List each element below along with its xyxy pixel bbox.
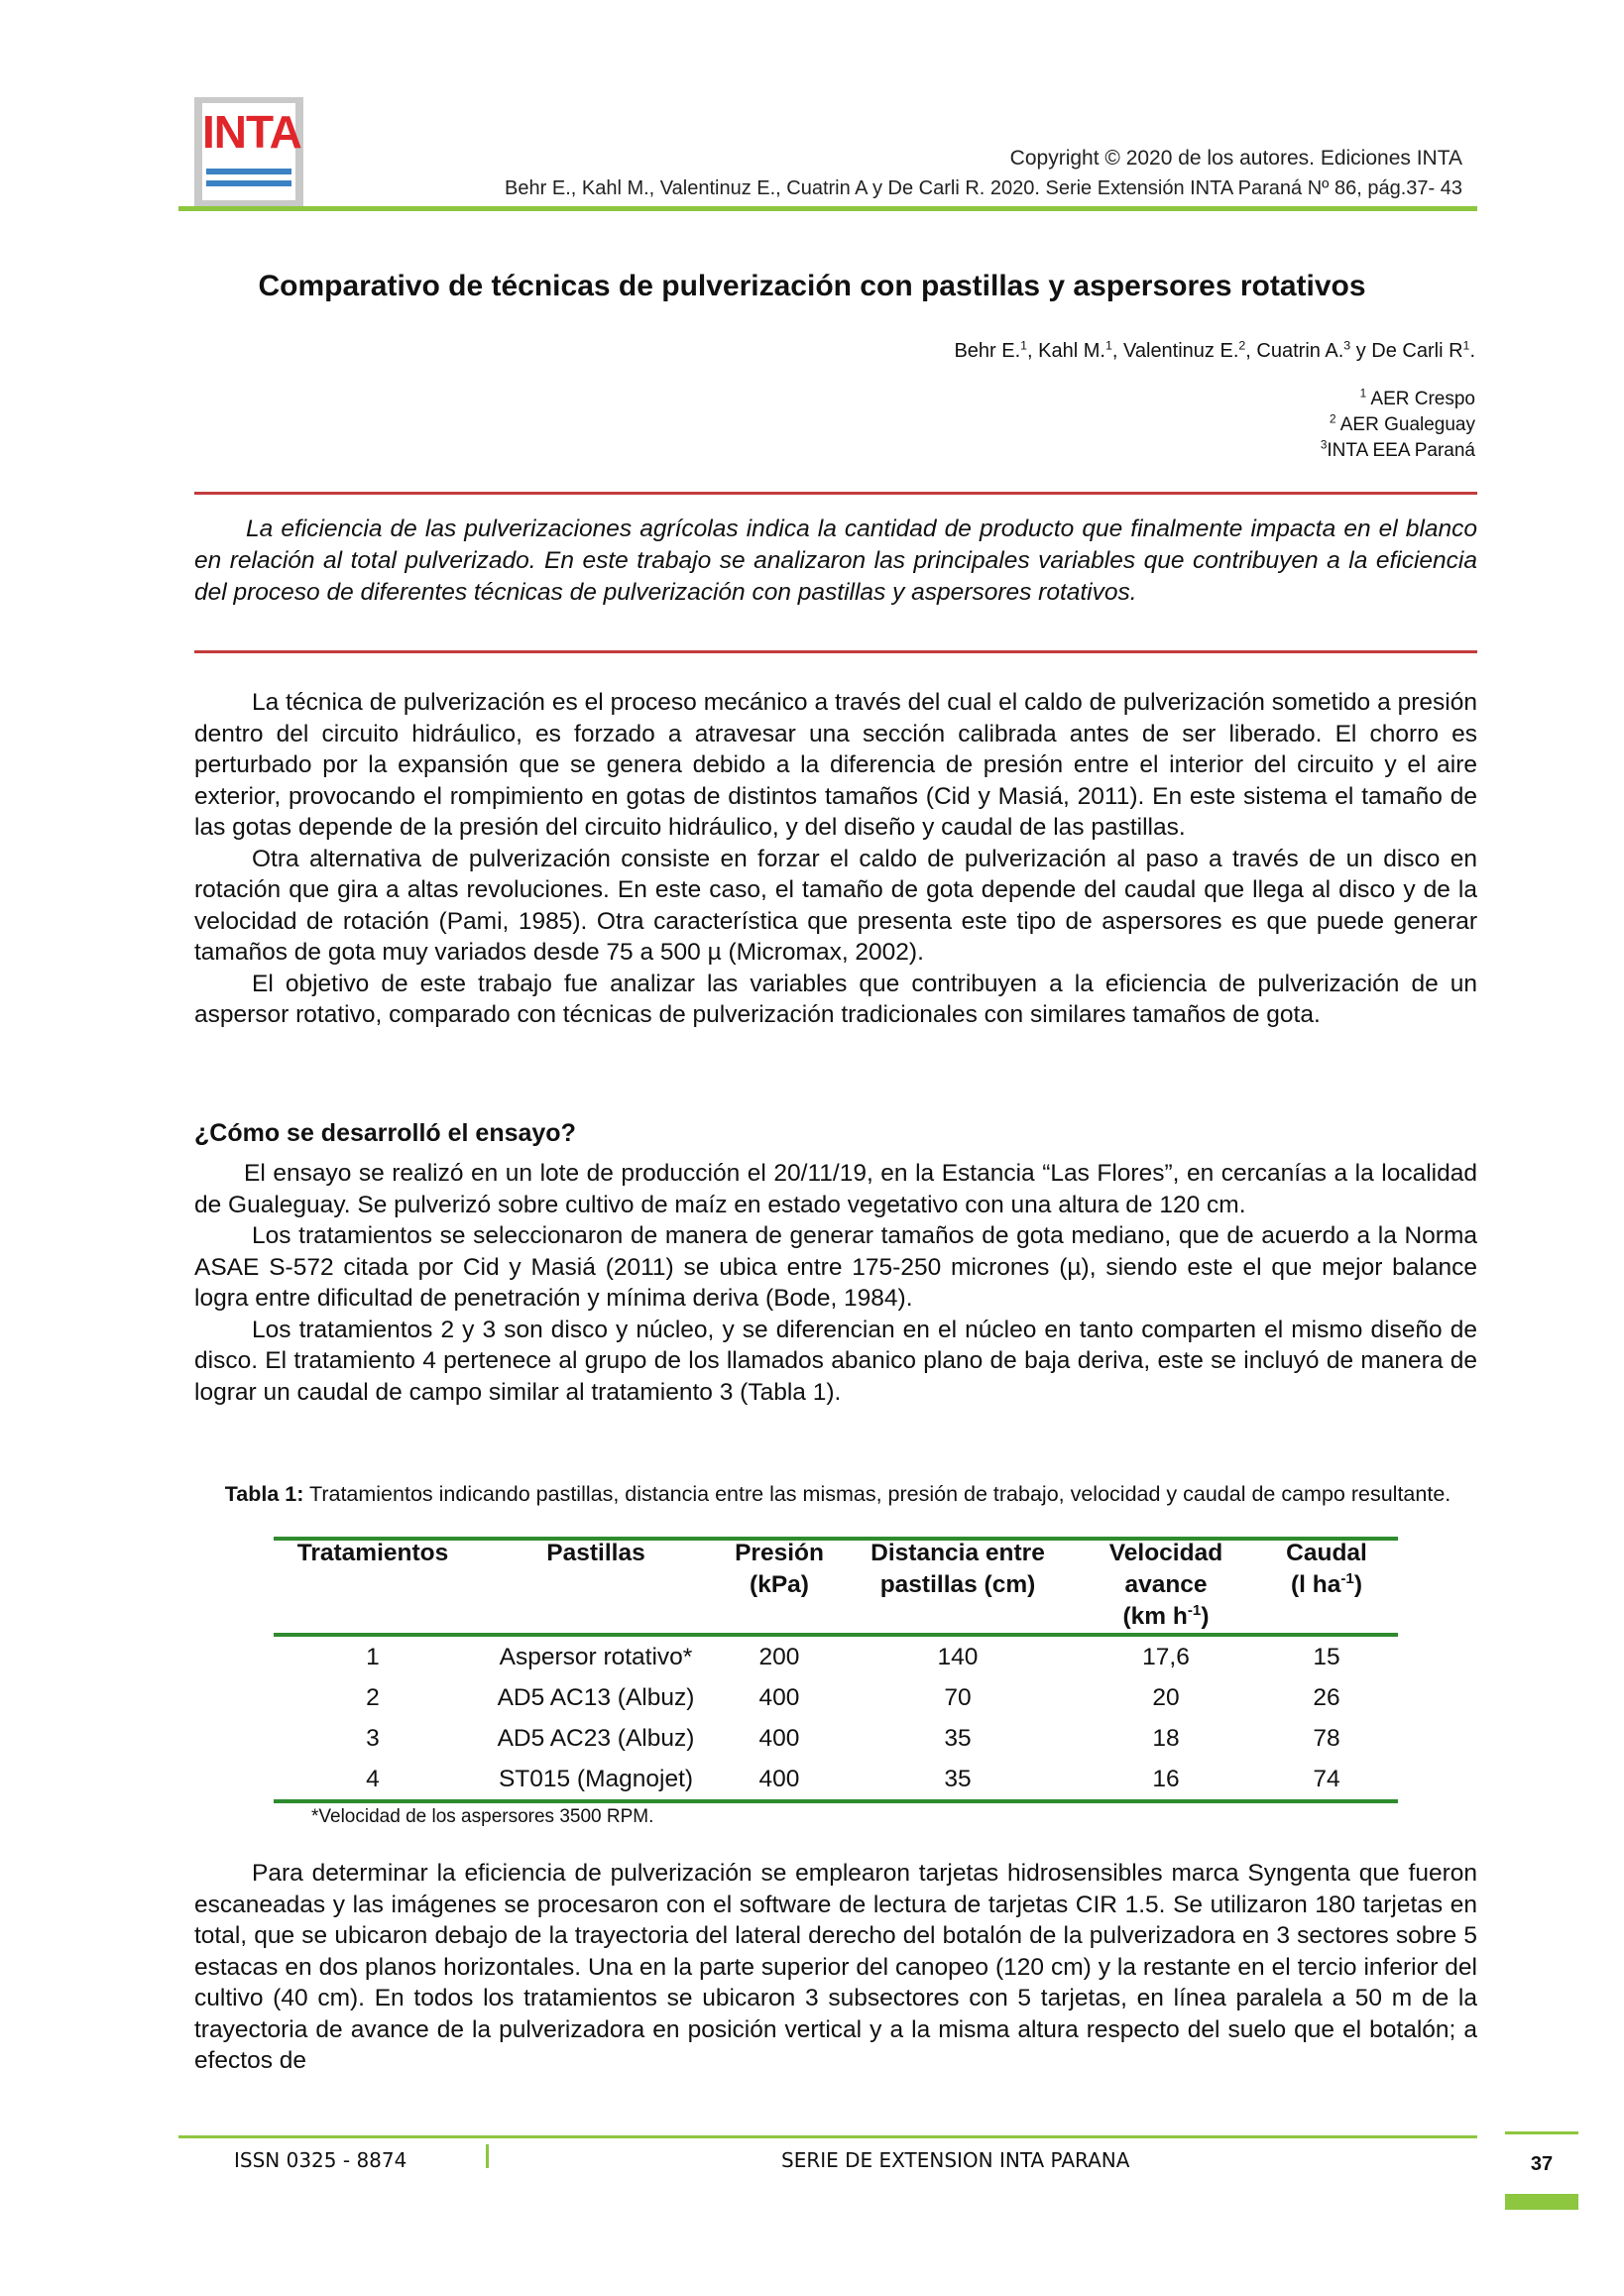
abstract-rule-top <box>194 492 1477 495</box>
footer-rule <box>178 2135 1477 2138</box>
body-paragraph: Otra alternativa de pulverización consiste en forzar el caldo de pulverización al paso a través de un disco en rotación que gira a altas revoluciones. En este caso, el tamaño de gota depende del caudal que llega al disco y de la velocidad de rotación (Pami, 1985). Otra característica que presenta este tipo de aspersores es que puede generar tamaños de gota muy variados desde 75 a 500 µ (Micromax, 2002). <box>194 845 1477 966</box>
cell-velocidad: 16 <box>1152 1765 1180 1792</box>
body-paragraph: El ensayo se realizó en un lote de producción el 20/11/19, en la Estancia “Las Flores”, en cercanías a la localidad de Gualeguay. Se pulverizó sobre cultivo de maíz en estado vegetativo con una altura de 120 cm. <box>194 1160 1477 1218</box>
author-affiliation-mark: 2 <box>1238 338 1246 353</box>
page-number-bar <box>1505 2194 1578 2210</box>
cell-velocidad: 20 <box>1152 1683 1180 1711</box>
cell-pastilla: AD5 AC13 (Albuz) <box>497 1683 695 1711</box>
table-caption: Tabla 1: Tratamientos indicando pastillas, distancia entre las mismas, presión de trabajo, velocidad y caudal de campo resultante. <box>224 1482 1451 1506</box>
cell-caudal: 26 <box>1313 1683 1340 1711</box>
table-row <box>274 1677 1398 1718</box>
author-name: Valentinuz E. <box>1123 340 1239 362</box>
cell-distancia: 35 <box>944 1765 972 1792</box>
abstract-rule-bottom <box>194 650 1477 653</box>
author-name: Kahl M. <box>1038 340 1105 362</box>
logo-text: INTA <box>202 106 301 158</box>
author-separator: , <box>1111 340 1124 362</box>
table-row <box>274 1635 1398 1677</box>
table-row <box>274 1759 1398 1801</box>
cell-distancia: 140 <box>937 1643 979 1670</box>
treatments-table <box>274 1538 1398 1803</box>
cell-trat: 1 <box>366 1643 380 1670</box>
author-affiliation-mark: 3 <box>1343 338 1351 353</box>
cell-caudal: 78 <box>1313 1724 1340 1752</box>
cell-pastilla: AD5 AC23 (Albuz) <box>497 1724 695 1752</box>
cell-presion: 400 <box>758 1765 800 1792</box>
col-header-presion: Presión (kPa) <box>735 1540 824 1598</box>
col-header-pastillas: Pastillas <box>546 1540 645 1566</box>
body-paragraph: Los tratamientos se seleccionaron de manera de generar tamaños de gota mediano, que de acuerdo a la Norma ASAE S-572 citada por Cid y Masiá (2011) se ubica entre 175-250 micrones (µ), siendo este el que mejor balance logra entre dificultad de penetración y mínima deriva (Bode, 1984). <box>194 1222 1477 1312</box>
cell-velocidad: 18 <box>1152 1724 1180 1752</box>
logo-stripe <box>206 180 291 186</box>
cell-distancia: 70 <box>944 1683 972 1711</box>
issn-label: ISSN 0325 - 8874 <box>234 2148 407 2172</box>
citation-line: Behr E., Kahl M., Valentinuz E., Cuatrin A y De Carli R. 2020. Serie Extensión INTA Paraná Nº 86, pág.37- 43 <box>505 177 1462 199</box>
col-header-tratamientos: Tratamientos <box>296 1540 449 1566</box>
cell-trat: 3 <box>366 1724 380 1752</box>
abstract: La eficiencia de las pulverizaciones agrícolas indica la cantidad de producto que finalmente impacta en el blanco en relación al total pulverizado. En este trabajo se analizaron las principales variables que contribuyen a la eficiencia del proceso de diferentes técnicas de pulverización con pastillas y aspersores rotativos. <box>194 516 1477 606</box>
page-number-rule <box>1505 2131 1578 2134</box>
cell-pastilla: Aspersor rotativo* <box>499 1643 693 1670</box>
author-affiliation-mark: 1 <box>1104 338 1112 353</box>
body-paragraph: Los tratamientos 2 y 3 son disco y núcleo, y se diferencian en el núcleo en tanto comparten el mismo diseño de disco. El tratamiento 4 pertenece al grupo de los llamados abanico plano de baja deriva, este se incluyó de manera de lograr un caudal de campo similar al tratamiento 3 (Tabla 1). <box>194 1316 1477 1406</box>
affiliation: $^3$INTA EEA Paraná <box>1320 438 1475 461</box>
paper-title: Comparativo de técnicas de pulverización con pastillas y aspersores rotativos <box>258 270 1366 302</box>
author-separator: , <box>1245 340 1257 362</box>
col-header-caudal: Caudal (l $ha^{-1}$) <box>1286 1540 1367 1598</box>
cell-distancia: 35 <box>944 1724 972 1752</box>
col-header-velocidad: Velocidad avance (km $h^{-1}$) <box>1108 1540 1223 1630</box>
author-list-end: . <box>1469 340 1475 362</box>
cell-velocidad: 17,6 <box>1142 1643 1190 1670</box>
series-label: SERIE DE EXTENSION INTA PARANA <box>781 2148 1130 2172</box>
footer-separator <box>486 2144 489 2168</box>
inta-logo <box>194 97 303 206</box>
cell-caudal: 15 <box>1313 1643 1340 1670</box>
cell-pastilla: ST015 (Magnojet) <box>498 1765 694 1792</box>
author-affiliation-mark: 1 <box>1020 338 1028 353</box>
author-list <box>954 340 1475 363</box>
cell-trat: 4 <box>366 1765 380 1792</box>
body-paragraph: La técnica de pulverización es el proceso mecánico a través del cual el caldo de pulverización sometido a presión dentro del circuito hidráulico, es forzado a atravesar una sección calibrada antes de ser liberado. El chorro es perturbado por la expansión que se genera debido a la diferencia de presión entre el interior del circuito y el aire exterior, provocando el rompimiento en gotas de distintos tamaños (Cid y Masiá, 2011). En este sistema el tamaño de las gotas depende de la presión del circuito hidráulico, y del diseño y caudal de las pastillas. <box>194 689 1477 841</box>
author-affiliation-mark: 1 <box>1462 338 1470 353</box>
method-section <box>194 1158 1477 1408</box>
affiliation: $^2$ AER Gualeguay <box>1329 412 1475 435</box>
section-heading: ¿Cómo se desarrolló el ensayo? <box>194 1119 576 1147</box>
cell-presion: 400 <box>758 1724 800 1752</box>
author-separator: , <box>1027 340 1039 362</box>
author-name: Cuatrin A. <box>1256 340 1344 362</box>
copyright-line: Copyright © 2020 de los autores. Ediciones INTA <box>1009 147 1462 170</box>
col-header-distancia: Distancia entre pastillas (cm) <box>870 1540 1045 1598</box>
cell-caudal: 74 <box>1313 1765 1340 1792</box>
table-footnote: *Velocidad de los aspersores 3500 RPM. <box>311 1806 654 1827</box>
page-number: 37 <box>1530 2153 1554 2175</box>
table-row <box>274 1718 1398 1759</box>
body-paragraph: Para determinar la eficiencia de pulverización se emplearon tarjetas hidrosensibles marca Syngenta que fueron escaneadas y las imágenes se procesaron con el software de lectura de tarjetas CIR 1.5. Se utilizaron 180 tarjetas en total, que se ubicaron debajo de la trayectoria del lateral derecho del botalón de la pulverizadora en 3 sectores sobre 5 estacas en dos planos horizontales. Una en la parte superior del canopeo (120 cm) y la restante en el tercio inferior del cultivo (40 cm). En todos los tratamientos se ubicaron 3 subsectores con 5 tarjetas, en línea paralela a 50 m de la trayectoria de avance de la pulverizadora en posición vertical y a la misma altura respecto del suelo que el botalón; a efectos de <box>194 1860 1477 2074</box>
table-header-row <box>274 1538 1398 1635</box>
author-name: De Carli R <box>1371 340 1463 362</box>
header-rule <box>178 206 1477 211</box>
logo-stripe <box>206 169 291 174</box>
cell-presion: 200 <box>758 1643 800 1670</box>
cell-presion: 400 <box>758 1683 800 1711</box>
author-name: Behr E. <box>954 340 1021 362</box>
cell-trat: 2 <box>366 1683 380 1711</box>
results-section <box>194 1858 1477 2077</box>
affiliation: $^1$ AER Crespo <box>1359 387 1475 409</box>
author-separator: y <box>1350 340 1372 362</box>
intro-section <box>194 687 1477 1031</box>
body-paragraph: El objetivo de este trabajo fue analizar las variables que contribuyen a la eficiencia de pulverización de un aspersor rotativo, comparado con técnicas de pulverización tradicionales con similares tamaños de gota. <box>194 970 1477 1028</box>
